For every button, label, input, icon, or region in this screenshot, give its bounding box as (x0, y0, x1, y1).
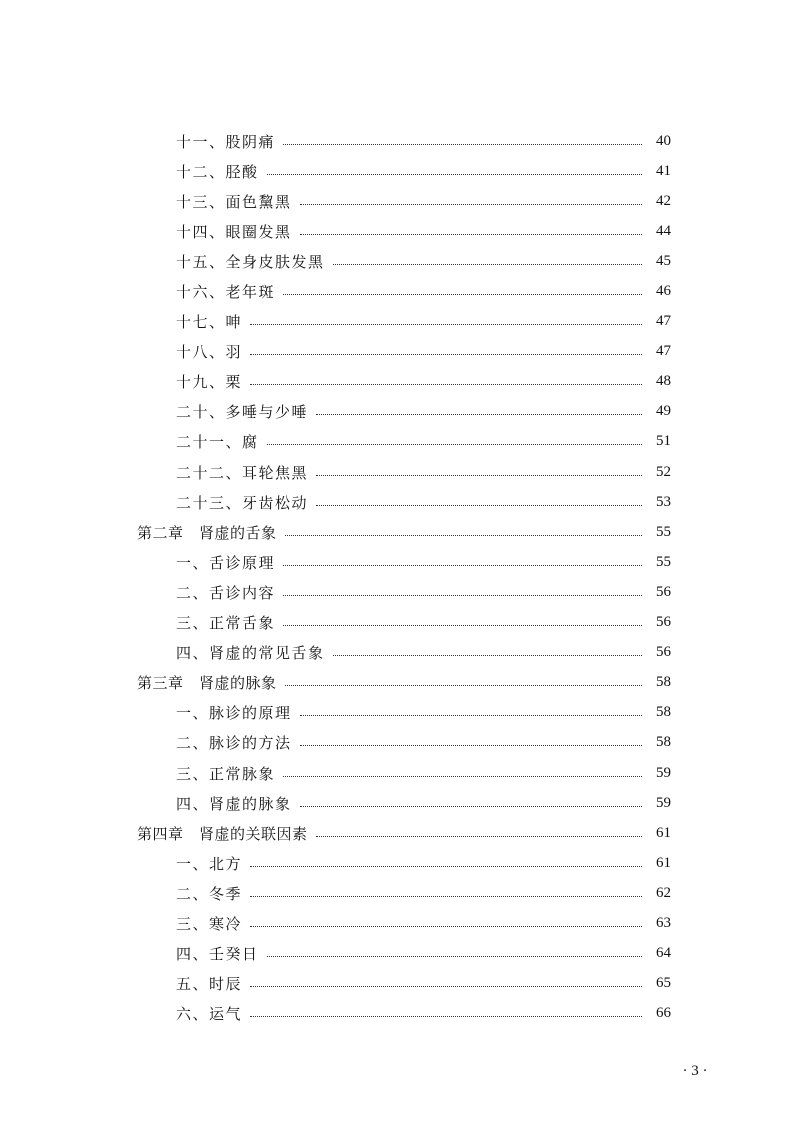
table-of-contents (0, 126, 800, 1029)
toc-entry-page: 49 (656, 403, 671, 420)
toc-section-entry[interactable] (0, 728, 800, 758)
toc-entry-page: 61 (656, 854, 671, 871)
toc-entry-title: 四、肾虚的脉象 (176, 793, 300, 814)
dot-leader (316, 505, 642, 506)
dot-leader (250, 324, 642, 325)
toc-entry-page: 53 (656, 493, 671, 510)
toc-entry-title: 一、北方 (176, 853, 250, 874)
toc-section-entry[interactable] (0, 276, 800, 306)
toc-section-entry[interactable] (0, 457, 800, 487)
toc-entry-page: 58 (656, 674, 671, 691)
toc-section-entry[interactable] (0, 126, 800, 156)
toc-chapter-entry[interactable] (0, 668, 800, 698)
dot-leader (333, 264, 642, 265)
dot-leader (250, 866, 642, 867)
toc-section-entry[interactable] (0, 908, 800, 938)
toc-entry-page: 44 (656, 222, 671, 239)
toc-chapter-entry[interactable] (0, 517, 800, 547)
toc-entry-page: 52 (656, 463, 671, 480)
toc-entry-title: 四、壬癸日 (176, 943, 267, 964)
dot-leader (267, 174, 642, 175)
toc-entry-title: 十五、全身皮肤发黑 (176, 251, 333, 272)
dot-leader (300, 806, 642, 807)
toc-section-entry[interactable] (0, 939, 800, 969)
toc-entry-title: 二、冬季 (176, 883, 250, 904)
toc-entry-page: 56 (656, 583, 671, 600)
toc-entry-title: 第三章 肾虚的脉象 (137, 672, 285, 693)
toc-section-entry[interactable] (0, 878, 800, 908)
toc-entry-page: 56 (656, 614, 671, 631)
dot-leader (285, 685, 642, 686)
toc-entry-title: 六、运气 (176, 1003, 250, 1024)
toc-entry-title: 二十一、腐 (176, 431, 267, 452)
toc-entry-page: 51 (656, 433, 671, 450)
toc-entry-title: 三、正常舌象 (176, 612, 283, 633)
toc-entry-page: 58 (656, 704, 671, 721)
toc-entry-page: 47 (656, 313, 671, 330)
toc-entry-page: 55 (656, 523, 671, 540)
toc-section-entry[interactable] (0, 246, 800, 276)
toc-entry-page: 40 (656, 132, 671, 149)
toc-entry-title: 第四章 肾虚的关联因素 (137, 823, 316, 844)
toc-section-entry[interactable] (0, 367, 800, 397)
toc-section-entry[interactable] (0, 216, 800, 246)
toc-entry-title: 十三、面色黧黑 (176, 191, 300, 212)
dot-leader (316, 475, 642, 476)
toc-entry-page: 42 (656, 192, 671, 209)
toc-entry-page: 41 (656, 162, 671, 179)
toc-entry-page: 59 (656, 794, 671, 811)
dot-leader (267, 956, 642, 957)
toc-entry-title: 二、脉诊的方法 (176, 732, 300, 753)
dot-leader (283, 595, 642, 596)
toc-entry-title: 十七、呻 (176, 311, 250, 332)
dot-leader (250, 986, 642, 987)
toc-entry-page: 55 (656, 553, 671, 570)
dot-leader (283, 294, 642, 295)
toc-entry-page: 48 (656, 373, 671, 390)
toc-entry-title: 二十、多唾与少唾 (176, 401, 316, 422)
toc-entry-page: 46 (656, 283, 671, 300)
dot-leader (300, 745, 642, 746)
toc-entry-title: 一、舌诊原理 (176, 552, 283, 573)
toc-entry-title: 三、正常脉象 (176, 763, 283, 784)
dot-leader (333, 655, 642, 656)
toc-entry-page: 62 (656, 884, 671, 901)
toc-entry-title: 十一、股阴痛 (176, 131, 283, 152)
toc-section-entry[interactable] (0, 969, 800, 999)
toc-section-entry[interactable] (0, 427, 800, 457)
toc-section-entry[interactable] (0, 307, 800, 337)
dot-leader (250, 1016, 642, 1017)
dot-leader (300, 204, 642, 205)
toc-section-entry[interactable] (0, 487, 800, 517)
toc-section-entry[interactable] (0, 698, 800, 728)
dot-leader (250, 384, 642, 385)
toc-entry-page: 61 (656, 824, 671, 841)
toc-section-entry[interactable] (0, 577, 800, 607)
toc-entry-page: 47 (656, 343, 671, 360)
toc-entry-title: 五、时辰 (176, 973, 250, 994)
dot-leader (283, 776, 642, 777)
toc-entry-title: 二十三、牙齿松动 (176, 492, 316, 513)
dot-leader (267, 444, 642, 445)
toc-section-entry[interactable] (0, 547, 800, 577)
toc-section-entry[interactable] (0, 788, 800, 818)
toc-entry-title: 十四、眼圈发黑 (176, 221, 300, 242)
toc-entry-title: 十九、栗 (176, 371, 250, 392)
toc-entry-title: 第二章 肾虚的舌象 (137, 522, 285, 543)
dot-leader (250, 926, 642, 927)
toc-chapter-entry[interactable] (0, 818, 800, 848)
toc-entry-page: 64 (656, 945, 671, 962)
toc-entry-page: 66 (656, 1005, 671, 1022)
toc-entry-title: 十六、老年斑 (176, 281, 283, 302)
toc-entry-page: 45 (656, 252, 671, 269)
toc-entry-page: 58 (656, 734, 671, 751)
page-number: · 3 · (682, 1063, 708, 1079)
toc-entry-title: 一、脉诊的原理 (176, 702, 300, 723)
toc-section-entry[interactable] (0, 156, 800, 186)
dot-leader (250, 354, 642, 355)
toc-entry-page: 65 (656, 975, 671, 992)
dot-leader (300, 234, 642, 235)
toc-entry-title: 二十二、耳轮焦黑 (176, 462, 316, 483)
toc-entry-title: 三、寒冷 (176, 913, 250, 934)
dot-leader (250, 896, 642, 897)
toc-section-entry[interactable] (0, 337, 800, 367)
toc-section-entry[interactable] (0, 999, 800, 1029)
dot-leader (283, 625, 642, 626)
toc-entry-page: 59 (656, 764, 671, 781)
toc-section-entry[interactable] (0, 758, 800, 788)
toc-section-entry[interactable] (0, 848, 800, 878)
toc-entry-title: 十二、胫酸 (176, 161, 267, 182)
toc-section-entry[interactable] (0, 186, 800, 216)
toc-entry-page: 63 (656, 914, 671, 931)
dot-leader (300, 715, 642, 716)
toc-section-entry[interactable] (0, 608, 800, 638)
toc-section-entry[interactable] (0, 397, 800, 427)
dot-leader (283, 565, 642, 566)
toc-entry-title: 四、肾虚的常见舌象 (176, 642, 333, 663)
toc-entry-title: 十八、羽 (176, 341, 250, 362)
dot-leader (285, 535, 642, 536)
toc-section-entry[interactable] (0, 638, 800, 668)
dot-leader (316, 836, 642, 837)
dot-leader (283, 144, 642, 145)
toc-entry-title: 二、舌诊内容 (176, 582, 283, 603)
toc-entry-page: 56 (656, 644, 671, 661)
dot-leader (316, 414, 642, 415)
